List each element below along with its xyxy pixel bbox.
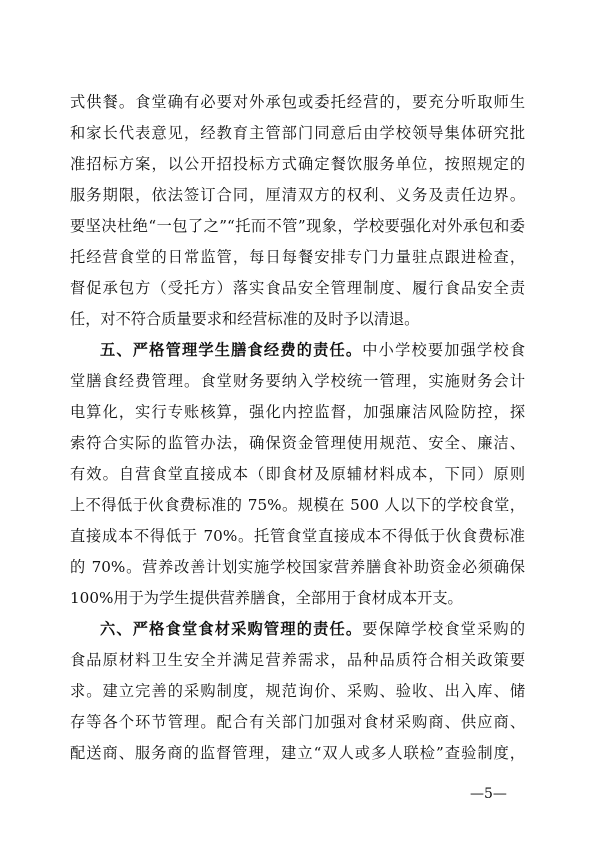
body-line: 存等各个环节管理。配合有关部门加强对食材采购商、供应商、	[70, 713, 525, 731]
body-line: 电算化，实行专账核算，强化内控监督，加强廉洁风险防控，探	[70, 403, 525, 421]
section-heading-6: 六、严格食堂食材采购管理的责任。	[100, 620, 363, 638]
body-line: 任，对不符合质量要求和经营标准的及时予以清退。	[70, 310, 420, 328]
section-6-first-line	[100, 616, 525, 642]
body-line: 服务期限，依法签订合同，厘清双方的权利、义务及责任边界。	[70, 186, 525, 204]
body-line: 配送商、服务商的监督管理，建立“双人或多人联检”查验制度，	[70, 744, 525, 762]
section-6-text: 要保障学校食堂采购的	[362, 620, 525, 638]
body-line: 求。建立完善的采购制度，规范询价、采购、验收、出入库、储	[70, 682, 525, 700]
body-line: 式供餐。食堂确有必要对外承包或委托经营的，要充分听取师生	[70, 93, 525, 111]
body-line: 100%用于为学生提供营养膳食，全部用于食材成本开支。	[70, 589, 463, 607]
body-line: 直接成本不得低于 70%。托管食堂直接成本不得低于伙食费标准	[70, 527, 525, 545]
body-line: 托经营食堂的日常监管，每日每餐安排专门力量驻点跟进检查，	[70, 248, 525, 266]
body-line: 准招标方案，以公开招投标方式确定餐饮服务单位，按照规定的	[70, 155, 525, 173]
body-line: 督促承包方（受托方）落实食品安全管理制度、履行食品安全责	[70, 279, 525, 297]
body-line: 上不得低于伙食费标准的 75%。规模在 500 人以下的学校食堂，	[70, 496, 525, 514]
section-heading-5: 五、严格管理学生膳食经费的责任。	[100, 341, 363, 359]
body-line: 和家长代表意见，经教育主管部门同意后由学校领导集体研究批	[70, 124, 525, 142]
body-line: 食品原材料卫生安全并满足营养需求，品种品质符合相关政策要	[70, 651, 525, 669]
body-line: 要坚决杜绝“一包了之”“托而不管”现象，学校要强化对外承包和委	[70, 217, 525, 235]
body-line: 有效。自营食堂直接成本（即食材及原辅材料成本，下同）原则	[70, 465, 525, 483]
page-number: —5—	[470, 786, 507, 802]
section-5-first-line	[100, 337, 525, 363]
body-line: 索符合实际的监管办法，确保资金管理使用规范、安全、廉洁、	[70, 434, 525, 452]
body-line: 堂膳食经费管理。食堂财务要纳入学校统一管理，实施财务会计	[70, 372, 525, 390]
section-5-text: 中小学校要加强学校食	[362, 341, 525, 359]
body-line: 的 70%。营养改善计划实施学校国家营养膳食补助资金必须确保	[70, 558, 525, 576]
